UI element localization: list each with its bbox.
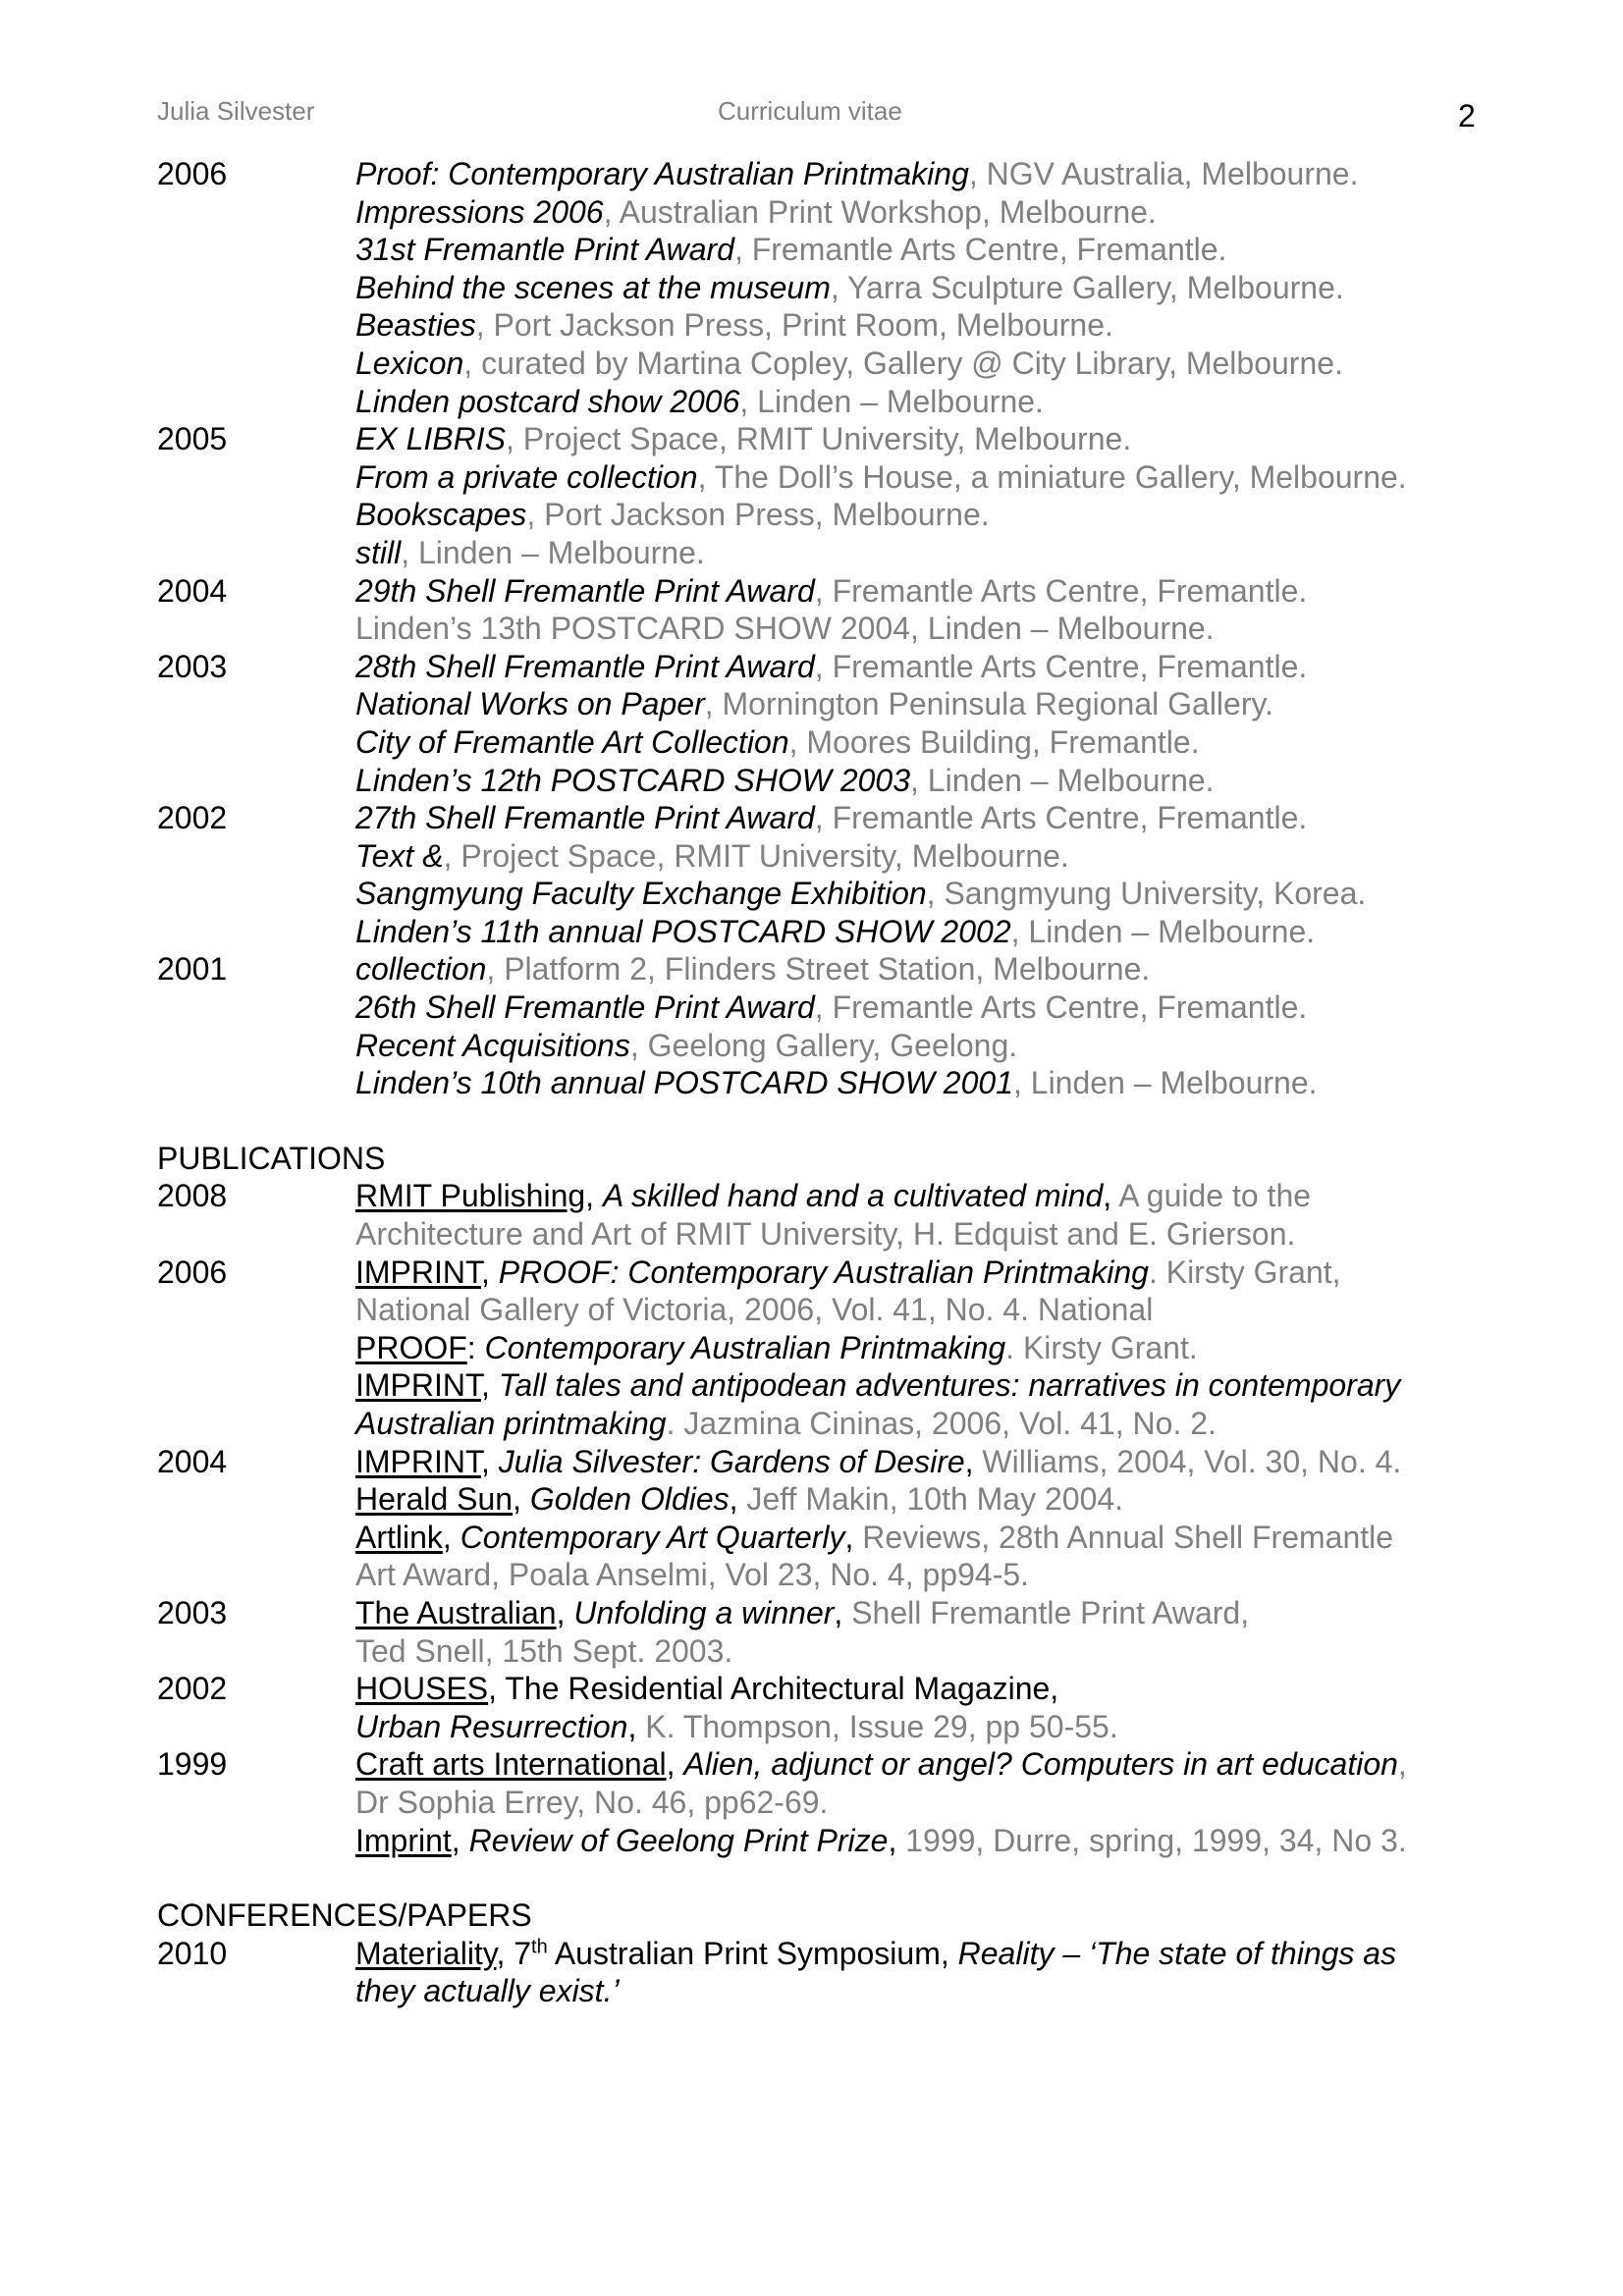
- publication-entry: HOUSES, The Residential Architectural Magazine,: [355, 1671, 1059, 1707]
- publication-entry: Artlink, Contemporary Art Quarterly, Reviews, 28th Annual Shell Fremantle: [355, 1519, 1394, 1555]
- exhibition-entry: Recent Acquisitions, Geelong Gallery, Geelong.: [355, 1027, 1018, 1063]
- year-label: 2004: [157, 1443, 228, 1479]
- exhibition-entry: Text &, Project Space, RMIT University, Melbourne.: [355, 837, 1069, 874]
- year-label: 2003: [157, 648, 228, 684]
- exhibition-entry: From a private collection, The Doll’s House, a miniature Gallery, Melbourne.: [355, 458, 1407, 495]
- exhibition-entry: Bookscapes, Port Jackson Press, Melbourne.: [355, 497, 990, 533]
- year-label: 2006: [157, 156, 228, 191]
- cv-content: [157, 155, 1512, 2010]
- header-author: Julia Silvester: [157, 96, 315, 126]
- page-header: [0, 96, 1623, 135]
- year-label: 2003: [157, 1594, 228, 1630]
- exhibition-year-group: [157, 155, 1512, 420]
- publication-year-group: [157, 1670, 1512, 1745]
- year-label: 2002: [157, 1671, 228, 1707]
- exhibition-year-group: [157, 648, 1512, 799]
- exhibition-entry: Proof: Contemporary Australian Printmaking, NGV Australia, Melbourne.: [355, 156, 1359, 191]
- exhibition-entry: Impressions 2006, Australian Print Workshop, Melbourne.: [355, 193, 1157, 230]
- publication-entry: IMPRINT, PROOF: Contemporary Australian Printmaking. Kirsty Grant,: [355, 1254, 1341, 1290]
- publication-entry: IMPRINT, Julia Silvester: Gardens of Desire, Williams, 2004, Vol. 30, No. 4.: [355, 1443, 1402, 1479]
- publication-entry-continued: Architecture and Art of RMIT University, H. Edquist and E. Grierson.: [355, 1216, 1296, 1253]
- exhibition-entry: 28th Shell Fremantle Print Award, Fremantle Arts Centre, Fremantle.: [355, 648, 1308, 684]
- publications-heading: PUBLICATIONS: [157, 1140, 386, 1176]
- exhibition-entry: 29th Shell Fremantle Print Award, Fremantle Arts Centre, Fremantle.: [355, 572, 1308, 609]
- exhibition-entry: 31st Fremantle Print Award, Fremantle Arts Centre, Fremantle.: [355, 232, 1227, 268]
- publication-entry: The Australian, Unfolding a winner, Shell Fremantle Print Award,: [355, 1594, 1250, 1630]
- publication-source: IMPRINT: [355, 1254, 481, 1290]
- exhibition-entry: Linden postcard show 2006, Linden – Melbourne.: [355, 383, 1044, 419]
- year-label: 2001: [157, 951, 228, 988]
- publication-source: IMPRINT: [355, 1443, 481, 1479]
- exhibition-entry: Linden’s 13th POSTCARD SHOW 2004, Linden – Melbourne.: [355, 611, 1215, 647]
- conference-entry-continued: they actually exist.’: [355, 1973, 620, 2009]
- publication-source: Imprint: [355, 1822, 452, 1858]
- exhibition-entry: collection, Platform 2, Flinders Street Station, Melbourne.: [355, 951, 1151, 988]
- publication-year-group: [157, 1254, 1512, 1443]
- exhibition-entry: Linden’s 10th annual POSTCARD SHOW 2001, Linden – Melbourne.: [355, 1065, 1318, 1101]
- exhibition-entry: EX LIBRIS, Project Space, RMIT University, Melbourne.: [355, 421, 1132, 457]
- publication-year-group: [157, 1177, 1512, 1253]
- publication-entry: Imprint, Review of Geelong Print Prize, 1999, Durre, spring, 1999, 34, No 3.: [355, 1822, 1407, 1858]
- exhibition-entry: Linden’s 12th POSTCARD SHOW 2003, Linden – Melbourne.: [355, 762, 1215, 798]
- exhibition-year-group: [157, 950, 1512, 1101]
- year-label: 1999: [157, 1746, 228, 1783]
- publication-source: Herald Sun: [355, 1481, 514, 1518]
- conference-source: Materiality: [355, 1935, 497, 1971]
- exhibition-entry: Behind the scenes at the museum, Yarra Sculpture Gallery, Melbourne.: [355, 269, 1344, 305]
- year-label: 2010: [157, 1935, 228, 1971]
- conference-entry: Materiality, 7th Australian Print Symposium, Reality – ‘The state of things as: [355, 1935, 1397, 1971]
- publication-entry: Craft arts International, Alien, adjunct or angel? Computers in art education,: [355, 1746, 1407, 1783]
- year-label: 2005: [157, 421, 228, 457]
- publication-entry: RMIT Publishing, A skilled hand and a cultivated mind, A guide to the: [355, 1178, 1312, 1214]
- exhibition-year-group: [157, 420, 1512, 571]
- publication-source: IMPRINT: [355, 1367, 481, 1404]
- publication-year-group: [157, 1745, 1512, 1859]
- year-label: 2008: [157, 1178, 228, 1214]
- publication-year-group: [157, 1594, 1512, 1670]
- year-label: 2002: [157, 800, 228, 836]
- publication-entry-continued: Dr Sophia Errey, No. 46, pp62-69.: [355, 1784, 829, 1820]
- year-label: 2006: [157, 1254, 228, 1290]
- publication-entry-continued: Urban Resurrection, K. Thompson, Issue 29, pp 50-55.: [355, 1708, 1118, 1744]
- publication-source: Artlink: [355, 1519, 443, 1555]
- publication-entry-continued: Australian printmaking. Jazmina Cininas, 2006, Vol. 41, No. 2.: [355, 1406, 1217, 1441]
- publication-entry-continued: Art Award, Poala Anselmi, Vol 23, No. 4, pp94-5.: [355, 1557, 1030, 1593]
- publication-entry-continued: National Gallery of Victoria, 2006, Vol. 41, No. 4. National: [355, 1292, 1154, 1328]
- exhibition-entry: 26th Shell Fremantle Print Award, Fremantle Arts Centre, Fremantle.: [355, 989, 1308, 1026]
- publication-entry-continued: Ted Snell, 15th Sept. 2003.: [355, 1632, 733, 1669]
- publication-source: RMIT Publishing: [355, 1178, 586, 1214]
- publication-entry: Herald Sun, Golden Oldies, Jeff Makin, 10th May 2004.: [355, 1481, 1124, 1518]
- page-number: 2: [1458, 98, 1476, 133]
- exhibition-year-group: [157, 572, 1512, 648]
- publication-source: The Australian: [355, 1594, 557, 1630]
- header-document-title: Curriculum vitae: [718, 96, 902, 126]
- year-label: 2004: [157, 572, 228, 609]
- publication-source: PROOF: [355, 1329, 467, 1365]
- exhibition-entry: Sangmyung Faculty Exchange Exhibition, Sangmyung University, Korea.: [355, 876, 1367, 912]
- publication-entry: IMPRINT, Tall tales and antipodean adventures: narratives in contemporary: [355, 1367, 1401, 1404]
- publication-source: HOUSES: [355, 1671, 489, 1707]
- exhibition-entry: Beasties, Port Jackson Press, Print Room, Melbourne.: [355, 307, 1113, 344]
- exhibition-entry: still, Linden – Melbourne.: [355, 534, 705, 570]
- exhibition-year-group: [157, 799, 1512, 950]
- publication-year-group: [157, 1443, 1512, 1594]
- publication-source: Craft arts International: [355, 1746, 667, 1783]
- exhibition-entry: 27th Shell Fremantle Print Award, Fremantle Arts Centre, Fremantle.: [355, 800, 1308, 836]
- conferences-heading: CONFERENCES/PAPERS: [157, 1897, 532, 1934]
- exhibition-entry: National Works on Paper, Mornington Peninsula Regional Gallery.: [355, 686, 1273, 722]
- publication-entry: PROOF: Contemporary Australian Printmaking. Kirsty Grant.: [355, 1329, 1198, 1365]
- conference-year-group: [157, 1935, 1512, 2010]
- exhibitions-list: [157, 155, 1512, 1102]
- exhibition-entry: Lexicon, curated by Martina Copley, Gallery @ City Library, Melbourne.: [355, 345, 1343, 381]
- exhibition-entry: City of Fremantle Art Collection, Moores Building, Fremantle.: [355, 723, 1200, 760]
- exhibition-entry: Linden’s 11th annual POSTCARD SHOW 2002, Linden – Melbourne.: [355, 913, 1316, 949]
